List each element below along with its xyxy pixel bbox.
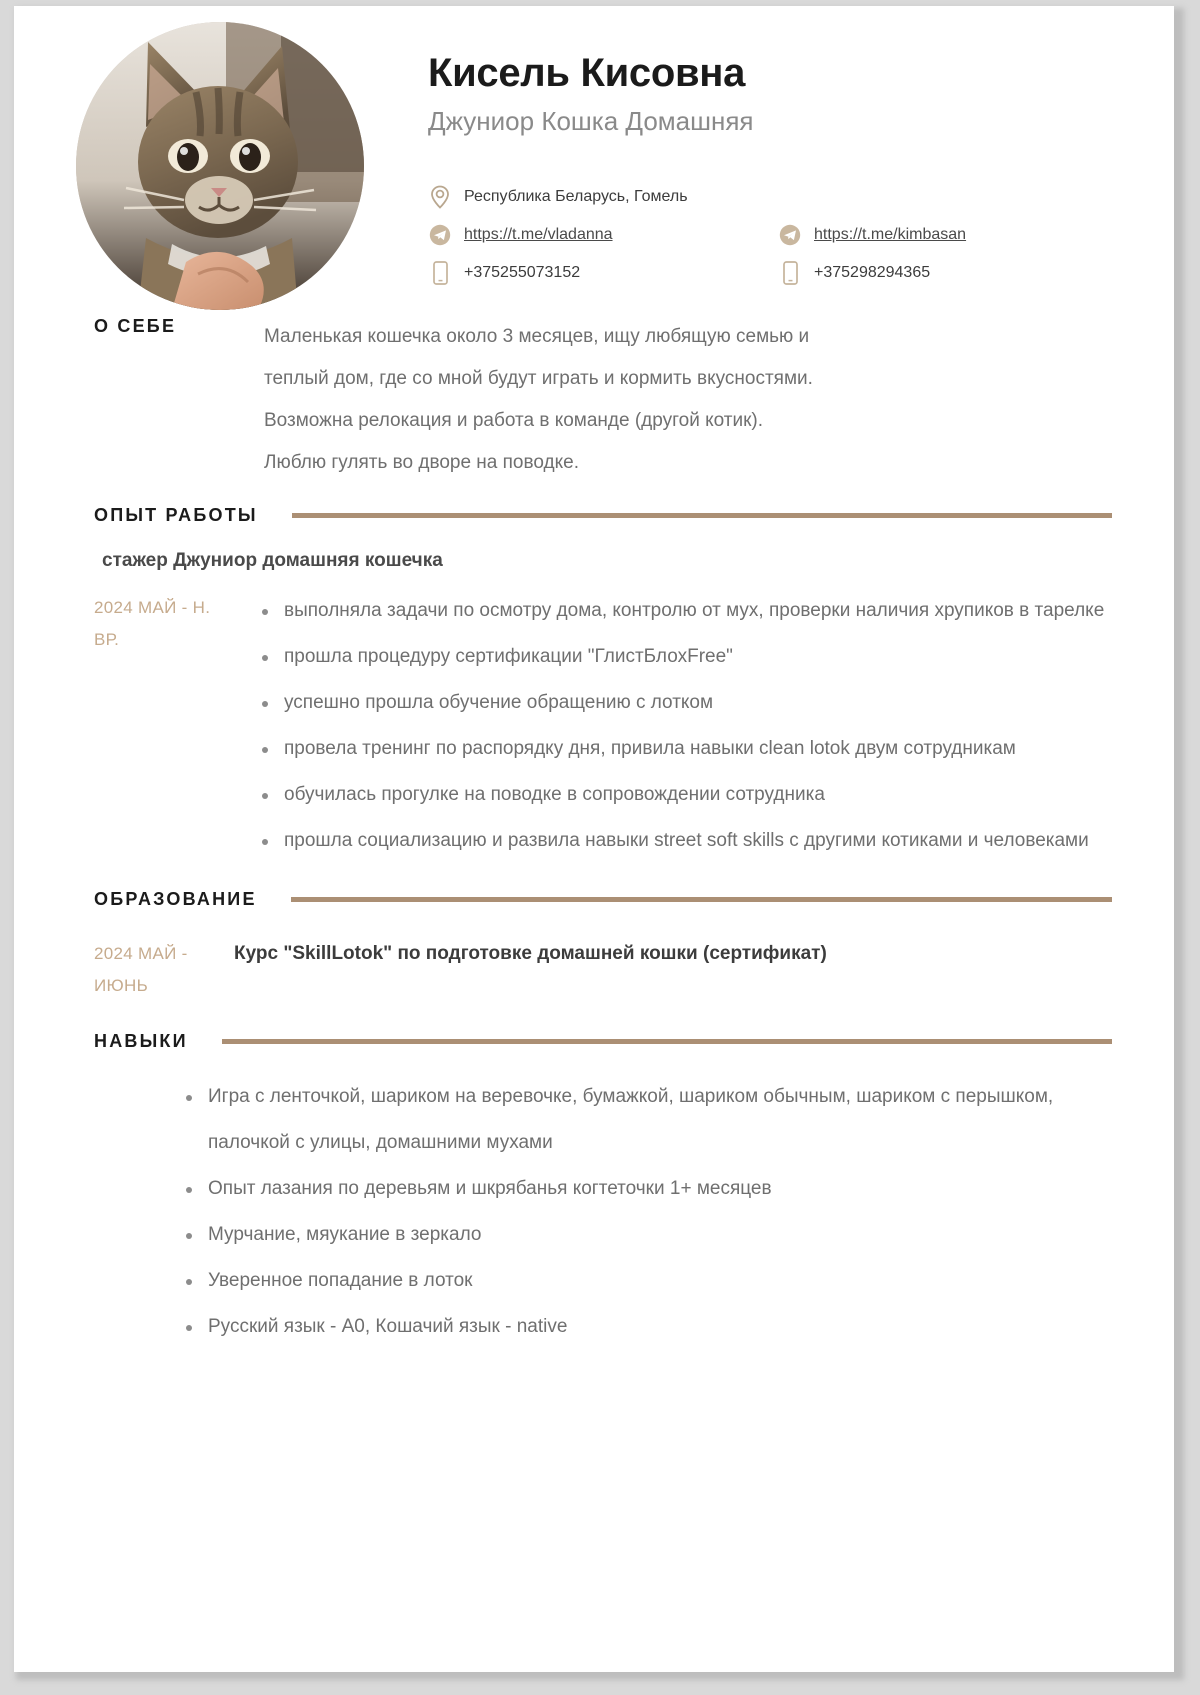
contact-row-location <box>428 178 1128 216</box>
telegram-link-1[interactable]: https://t.me/vladanna <box>464 226 613 243</box>
list-item: провела тренинг по распорядку дня, привила навыки clean lotok двум сотрудникам <box>258 726 1112 772</box>
skills-list <box>14 1074 1174 1350</box>
experience-section-header <box>14 498 1174 532</box>
education-body <box>234 934 1112 1002</box>
phone-icon <box>778 260 802 286</box>
experience-entry <box>14 588 1174 864</box>
telegram-item-2[interactable] <box>778 222 1108 248</box>
about-text <box>264 316 1112 484</box>
list-item: Русский язык - A0, Кошачий язык - native <box>184 1304 1112 1350</box>
list-item: прошла социализацию и развила навыки street soft skills с другими котиками и человеками <box>258 818 1112 864</box>
resume-header <box>14 6 1174 316</box>
phone-item-1 <box>428 260 778 286</box>
location-pin-icon <box>428 184 452 210</box>
avatar <box>76 22 364 310</box>
about-line: Люблю гулять во дворе на поводке. <box>264 452 579 473</box>
skills-section-header <box>14 1024 1174 1058</box>
telegram-link-2[interactable]: https://t.me/kimbasan <box>814 226 967 243</box>
phone-icon <box>428 260 452 286</box>
education-section-title: ОБРАЗОВАНИЕ <box>94 888 257 909</box>
experience-section-title: ОПЫТ РАБОТЫ <box>94 504 258 525</box>
experience-body <box>234 588 1112 864</box>
education-section-header <box>14 882 1174 916</box>
job-title: Джуниор Кошка Домашняя <box>428 106 754 136</box>
location-text: Республика Беларусь, Гомель <box>464 188 688 205</box>
education-entry <box>14 934 1174 1002</box>
list-item: прошла процедуру сертификации "ГлистБлохFree" <box>258 634 1112 680</box>
cat-photo-icon <box>76 22 364 310</box>
list-item: обучилась прогулке на поводке в сопровождении сотрудника <box>258 772 1112 818</box>
contact-row-phone <box>428 254 1128 292</box>
section-divider <box>292 513 1112 518</box>
section-divider <box>222 1039 1112 1044</box>
list-item: выполняла задачи по осмотру дома, контролю от мух, проверки наличия хрупиков в тарелке <box>258 588 1112 634</box>
about-section <box>14 316 1174 484</box>
experience-role: стажер Джуниор домашняя кошечка <box>102 550 443 571</box>
phone-text-1: +375255073152 <box>464 264 581 281</box>
list-item: Игра с ленточкой, шариком на веревочке, бумажкой, шариком обычным, шариком с перышком, палочкой с улицы, домашними мухами <box>184 1074 1112 1166</box>
about-section-title: О СЕБЕ <box>94 316 177 336</box>
resume-page <box>14 6 1174 1672</box>
location-item <box>428 184 778 210</box>
name-block <box>428 50 1128 137</box>
contacts-block <box>428 178 1128 292</box>
about-line: Маленькая кошечка около 3 месяцев, ищу любящую семью и <box>264 326 810 347</box>
contact-row-telegram <box>428 216 1128 254</box>
experience-date: 2024 МАЙ - Н. ВР. <box>94 598 211 649</box>
phone-item-2 <box>778 260 1108 286</box>
experience-bullets <box>234 588 1112 864</box>
telegram-icon <box>428 222 452 248</box>
list-item: Опыт лазания по деревьям и шкрябанья когтеточки 1+ месяцев <box>184 1166 1112 1212</box>
page-title: Кисель Кисовна <box>428 51 746 95</box>
section-divider <box>291 897 1112 902</box>
list-item: Уверенное попадание в лоток <box>184 1258 1112 1304</box>
education-course: Курс "SkillLotok" по подготовке домашней кошки (сертификат) <box>234 943 827 964</box>
list-item: успешно прошла обучение обращению с лотком <box>258 680 1112 726</box>
about-line: Возможна релокация и работа в команде (другой котик). <box>264 410 763 431</box>
phone-text-2: +375298294365 <box>814 264 931 281</box>
list-item: Мурчание, мяукание в зеркало <box>184 1212 1112 1258</box>
telegram-item-1[interactable] <box>428 222 778 248</box>
about-line: теплый дом, где со мной будут играть и кормить вкусностями. <box>264 368 813 389</box>
education-date: 2024 МАЙ - ИЮНЬ <box>94 944 188 995</box>
skills-section-title: НАВЫКИ <box>94 1030 188 1051</box>
telegram-icon <box>778 222 802 248</box>
